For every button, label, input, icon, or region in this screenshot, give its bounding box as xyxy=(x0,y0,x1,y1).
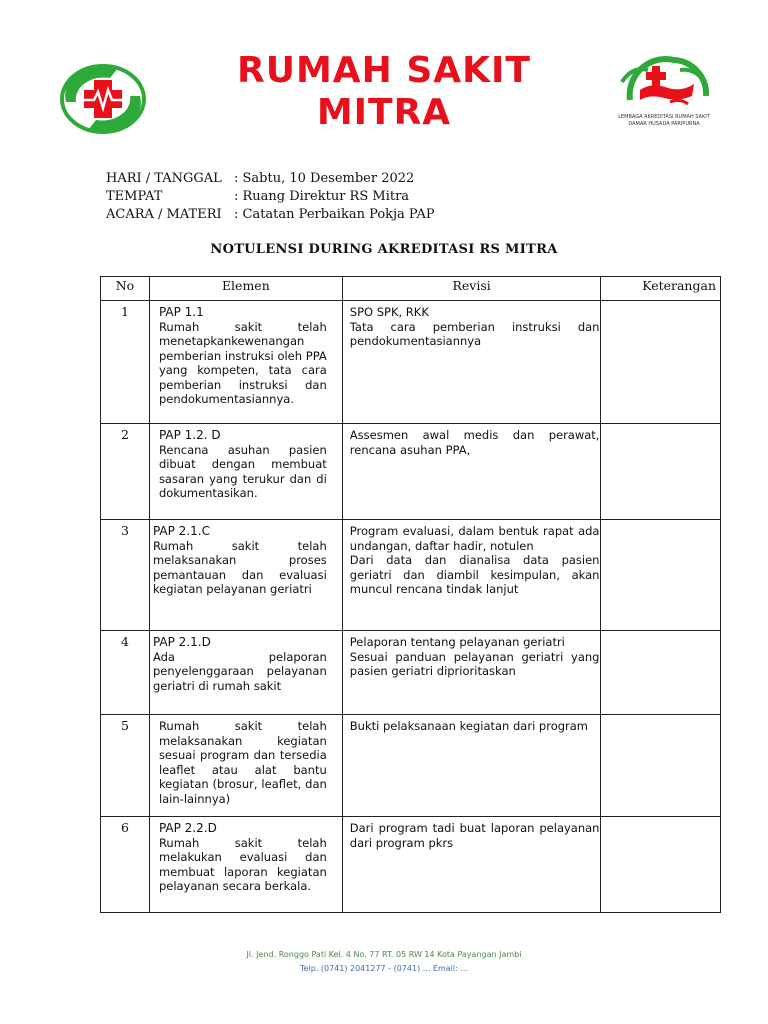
element-text: Rumah sakit telah melaksanakan kegiatan sesuai program dan tersedia leaflet atau alat bantu kegiatan (brosur, leaflet, dan lain-lainnya) xyxy=(158,719,327,806)
revision-text: Pelaporan tentang pelayanan geriatri Sesuai panduan pelayanan geriatri yang pasien geriatri diprioritaskan xyxy=(349,635,600,678)
table-row xyxy=(101,715,721,817)
table-row xyxy=(101,424,721,520)
meeting-info xyxy=(106,170,435,224)
remarks-cell xyxy=(601,715,721,817)
remarks-cell xyxy=(601,631,721,715)
element-code: PAP 1.2. D xyxy=(158,428,221,442)
revision-text: Dari program tadi buat laporan pelayanan dari program pkrs xyxy=(349,821,600,850)
notes-table xyxy=(100,276,721,913)
remarks-cell xyxy=(601,301,721,424)
row-number: 4 xyxy=(101,631,150,715)
meta-value: : Ruang Direktur RS Mitra xyxy=(234,189,410,204)
letterhead-footer xyxy=(0,948,768,976)
meta-label: HARI / TANGGAL xyxy=(106,171,222,186)
remarks-cell xyxy=(601,424,721,520)
revision-text: Assesmen awal medis dan perawat, rencana asuhan PPA, xyxy=(349,428,600,457)
revision-text: Program evaluasi, dalam bentuk rapat ada undangan, daftar hadir, notulen Dari data dan dianalisa data pasien geriatri dan diambil kesimpulan, akan muncul rencana tindak lanjut xyxy=(349,524,600,596)
hospital-name-title xyxy=(0,50,768,134)
element-text: Rencana asuhan pasien dibuat dengan membuat sasaran yang terukur dan di dokumentasikan. xyxy=(158,442,327,500)
table-row xyxy=(101,817,721,913)
meta-row-date xyxy=(106,170,435,188)
row-number: 3 xyxy=(101,520,150,631)
remarks-cell xyxy=(601,520,721,631)
footer-contact: Telp. (0741) 2041277 - (0741) ... Email: ... xyxy=(300,964,468,973)
element-code: PAP 2.1.D xyxy=(152,635,211,649)
element-text: Rumah sakit telah melakukan evaluasi dan membuat laporan kegiatan pelayanan secara berkala. xyxy=(158,835,327,893)
element-code: PAP 2.1.C xyxy=(152,524,210,538)
table-row xyxy=(101,301,721,424)
row-number: 1 xyxy=(101,301,150,424)
document-heading: NOTULENSI DURING AKREDITASI RS MITRA xyxy=(210,242,558,257)
meta-label: TEMPAT xyxy=(106,189,163,204)
element-text: Rumah sakit telah menetapkankewenangan pemberian instruksi oleh PPA yang kompeten, tata cara pemberian instruksi dan pendokumentasiannya. xyxy=(158,319,327,406)
column-header-keterangan: Keterangan xyxy=(601,277,721,301)
meta-value: : Sabtu, 10 Desember 2022 xyxy=(234,171,415,186)
row-number: 5 xyxy=(101,715,150,817)
element-code: PAP 1.1 xyxy=(158,305,204,319)
remarks-cell xyxy=(601,817,721,913)
meta-row-agenda xyxy=(106,206,435,224)
column-header-no: No xyxy=(101,277,150,301)
title-line-2: MITRA xyxy=(316,92,452,133)
meta-row-place xyxy=(106,188,435,206)
meta-label: ACARA / MATERI xyxy=(106,207,222,222)
table-row xyxy=(101,631,721,715)
row-number: 2 xyxy=(101,424,150,520)
table-header-row xyxy=(101,277,721,301)
seal-text-line2: DAMAR HUSADA PARIPURNA xyxy=(628,121,700,127)
table-row xyxy=(101,520,721,631)
row-number: 6 xyxy=(101,817,150,913)
title-line-1: RUMAH SAKIT xyxy=(237,50,531,91)
seal-text-line1: LEMBAGA AKREDITASI RUMAH SAKIT xyxy=(618,114,710,120)
footer-address: Jl. Jend. Ronggo Pati Kel. 4 No. 77 RT. 05 RW 14 Kota Payangan Jambi xyxy=(246,950,522,959)
revision-text: Bukti pelaksanaan kegiatan dari program xyxy=(349,719,589,733)
element-text: Ada pelaporan penyelenggaraan pelayanan geriatri di rumah sakit xyxy=(152,649,327,693)
element-code: PAP 2.2.D xyxy=(158,821,217,835)
meta-value: : Catatan Perbaikan Pokja PAP xyxy=(234,207,435,222)
column-header-elemen: Elemen xyxy=(149,277,342,301)
element-text: Rumah sakit telah melaksanakan proses pemantauan dan evaluasi kegiatan pelayanan geriatri xyxy=(152,538,327,596)
column-header-revisi: Revisi xyxy=(342,277,601,301)
revision-text: SPO SPK, RKK Tata cara pemberian instruksi dan pendokumentasiannya xyxy=(349,305,600,348)
